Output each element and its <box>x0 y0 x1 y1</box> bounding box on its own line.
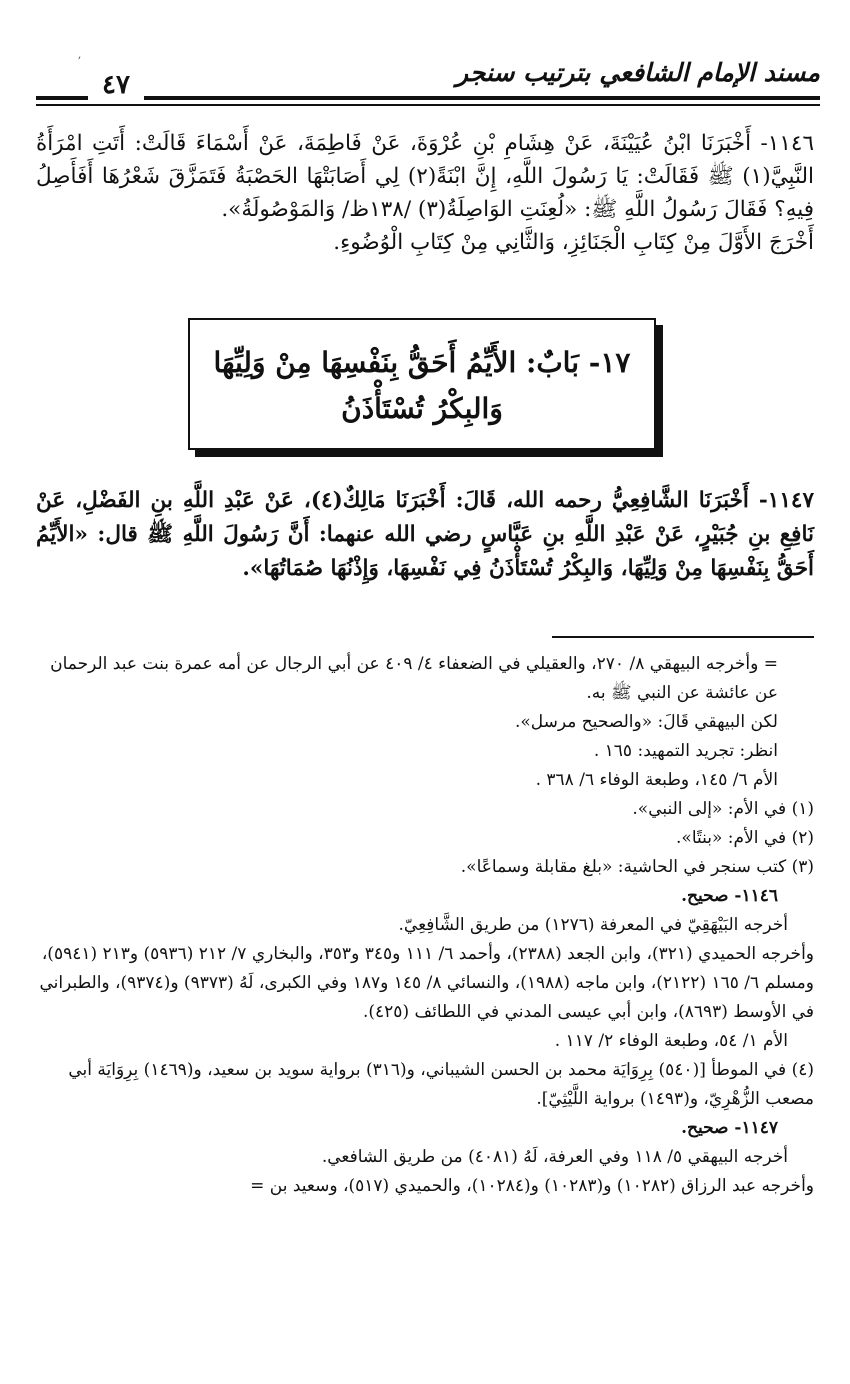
chapter-heading <box>188 318 656 450</box>
footnote-1: (١) في الأم: «إلى النبي». <box>632 799 814 819</box>
footnote-3: (٣) كتب سنجر في الحاشية: «بلغ مقابلة وسماعًا». <box>460 857 814 877</box>
footnote-continuation: = وأخرجه البيهقي ٨/ ٢٧٠، والعقيلي في الضعفاء ٤/ ٤٠٩ عن أبي الرجال عن أمه عمرة بنت عبد الرحمان عن عائشة عن النبي ﷺ به. <box>50 654 778 703</box>
takhrij-1147-line2: وأخرجه عبد الرزاق (١٠٢٨٢) و(١٠٢٨٣) و(١٠٢٨٤)، والحميدي (٥١٧)، وسعيد بن = <box>250 1176 814 1196</box>
footnote-continuation-2: لكن البيهقي قَالَ: «والصحيح مرسل». <box>514 712 778 732</box>
footnote-2: (٢) في الأم: «بنتًا». <box>676 828 814 848</box>
takhrij-1146-line3: الأم ١/ ٥٤، وطبعة الوفاء ٢/ ١١٧ . <box>554 1031 788 1051</box>
hadith-1147 <box>36 484 814 586</box>
takhrij-1147-line1: أخرجه البيهقي ٥/ ١١٨ وفي العرفة، لَهُ (٤٠٨١) من طريق الشافعي. <box>321 1147 788 1167</box>
running-header <box>36 52 820 112</box>
takhrij-1146-line1: أخرجه البَيْهَقِيّ في المعرفة (١٢٧٦) من طريق الشَّافِعِيّ. <box>398 915 788 935</box>
running-title: مسند الإمام الشافعي بترتيب سنجر <box>456 58 820 87</box>
hadith-1146 <box>36 127 814 259</box>
footnote-continuation-3: انظر: تجريد التمهيد: ١٦٥ . <box>593 741 778 761</box>
takhrij-1146-heading: ١١٤٦- صحيح. <box>681 886 778 906</box>
footnote-separator <box>552 636 814 638</box>
page-number: ٤٧ <box>88 70 144 100</box>
takhrij-1146-line2: وأخرجه الحميدي (٣٢١)، وابن الجعد (٢٣٨٨)، وأحمد ٦/ ١١١ و٣٤٥ و٣٥٣، والبخاري ٧/ ٢١٢ (٥٩٣٦) و٢١٣ (٥٩٤١)، ومسلم ٦/ ١٦٥ (٢١٢٢)، وابن ماجه (١٩٨٨)، والنسائي ٨/ ١٤٥ و١٨٧ وفي الكبرى، لَهُ (٩٣٧٣) و(٩٣٧٤)، والطبراني في الأوسط (٨٦٩٣)، وابن أبي عيسى المدني في اللطائف (٤٢٥). <box>39 944 814 1022</box>
hadith-1146-note: أَخْرَجَ الأَوَّلَ مِنْ كِتَابِ الْجَنَائِزِ، وَالثَّانِي مِنْ كِتَابِ الْوُضُوءِ. <box>333 230 814 255</box>
hadith-1147-text: ١١٤٧- أَخْبَرَنَا الشَّافِعِيُّ رحمه الله، قَالَ: أَخْبَرَنَا مَالِكٌ(٤)، عَنْ عَبْدِ اللَّهِ بنِ الفَضْلِ، عَنْ نَافِعِ بنِ جُبَيْرٍ، عَنْ عَبْدِ اللَّهِ بنِ عَبَّاسٍ رضي الله عنهما: أَنَّ رَسُولَ اللَّهِ ﷺ قال: «الأَيِّمُ أَحَقُّ بِنَفْسِهَا مِنْ وَلِيِّهَا، وَالبِكْرُ تُسْتَأْذَنُ فِي نَفْسِهَا، وَإِذْنُهَا صُمَاتُهَا». <box>36 488 814 581</box>
footnote-continuation-4: الأم ٦/ ١٤٥، وطبعة الوفاء ٦/ ٣٦٨ . <box>535 770 778 790</box>
chapter-heading-line1: ١٧- بَابٌ: الأَيِّمُ أَحَقُّ بِنَفْسِهَا مِنْ وَلِيِّهَا <box>213 346 631 379</box>
hadith-1146-text: ١١٤٦- أَخْبَرَنَا ابْنُ عُيَيْنَةَ، عَنْ هِشَامِ بْنِ عُرْوَةَ، عَنْ فَاطِمَةَ، عَنْ أَسْمَاءَ قَالَتْ: أَتَتِ امْرَأَةُ النَّبِيَّ(١) ﷺ فَقَالَتْ: يَا رَسُولَ اللَّهِ، إِنَّ ابْنَةً(٢) لِي أَصَابَتْهَا الحَصْبَةُ فَتَمَزَّقَ شَعْرُهَا أَفَأَصِلُ فِيهِ؟ فَقَالَ رَسُولُ اللَّهِ ﷺ: «لُعِنَتِ الوَاصِلَةُ(٣) /١٣٨ظ/ وَالمَوْصُولَةُ». <box>36 131 815 222</box>
corner-mark: ׳ <box>78 52 81 66</box>
header-rule <box>36 96 820 100</box>
footnote-4: (٤) في الموطأ [(٥٤٠) بِرِوَايَة محمد بن الحسن الشيباني، و(٣١٦) برواية سويد بن سعيد، و(١٤٦٩) بِرِوَايَة أبي مصعب الزُّهْرِيّ، و(١٤٩٣) برواية اللَّيْثِيّ]. <box>68 1060 814 1109</box>
footnotes <box>36 650 814 1201</box>
header-rule-thin <box>36 104 820 106</box>
chapter-heading-line2: وَالبِكْرُ تُسْتَأْذَنُ <box>341 392 503 425</box>
takhrij-1147-heading: ١١٤٧- صحيح. <box>681 1118 778 1138</box>
